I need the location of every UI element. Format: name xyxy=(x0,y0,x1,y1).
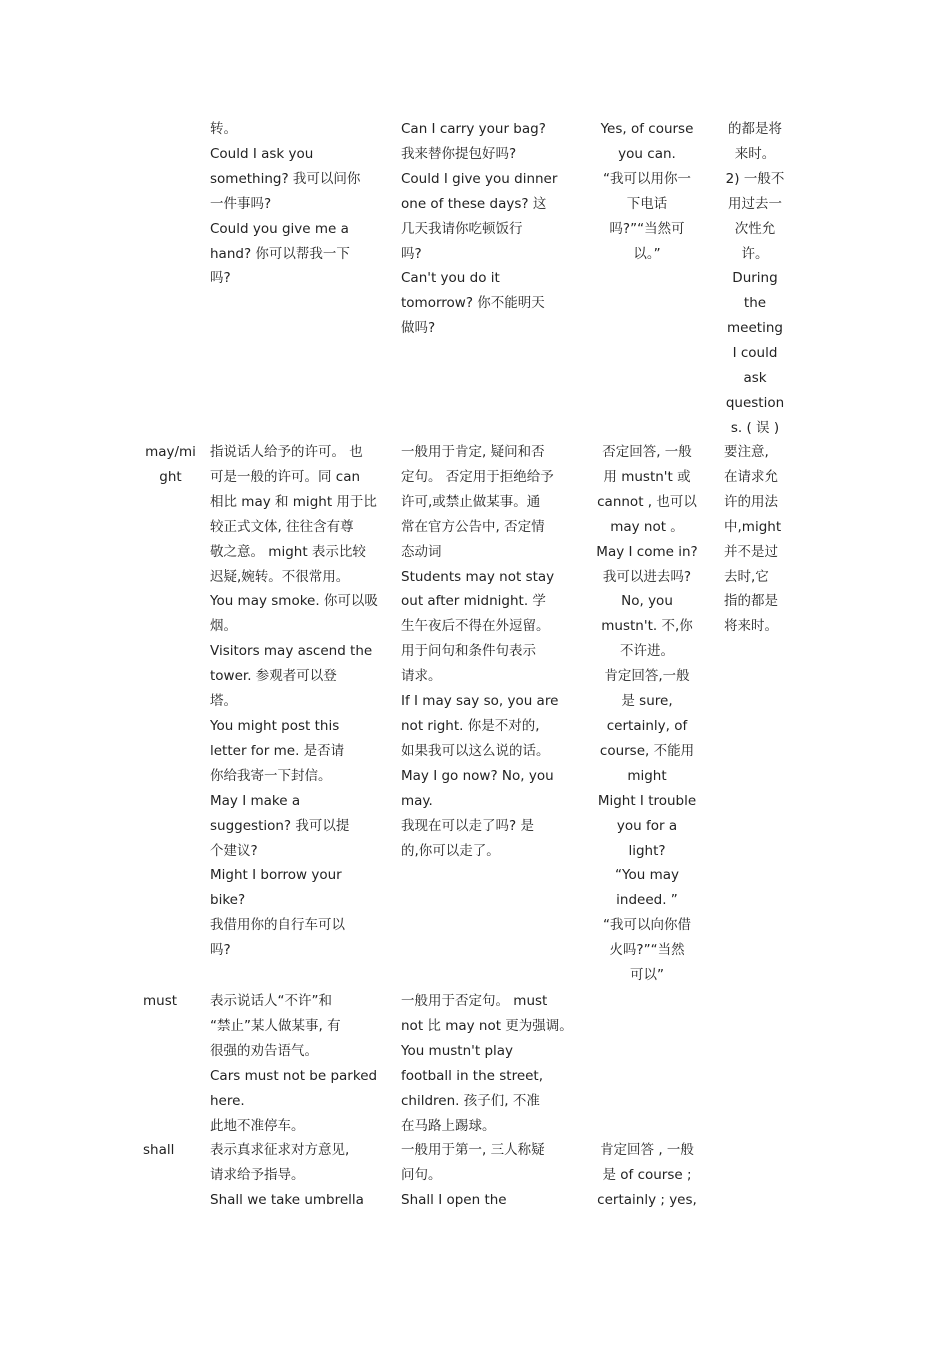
answer-cell xyxy=(591,117,703,266)
cell-line: May I go now? No, you xyxy=(401,767,554,784)
cell-line: certainly ; yes, xyxy=(597,1191,697,1208)
term-cell xyxy=(143,989,198,1014)
cell-line: something? 我可以问你 xyxy=(210,170,361,187)
cell-line: 一般用于第一, 三人称疑 xyxy=(401,1142,545,1158)
cell-line: 常在官方公告中, 否定情 xyxy=(401,518,545,535)
cell-line: 将来时。 xyxy=(724,618,778,635)
cell-line: 吗? xyxy=(210,942,231,959)
usage-cell xyxy=(401,1138,571,1213)
cell-line: 你给我寄一下封信。 xyxy=(210,767,332,784)
cell-line: the xyxy=(743,295,767,312)
cell-line: Could I ask you xyxy=(210,145,314,162)
cell-line: 吗? xyxy=(210,270,231,287)
cell-line: ght xyxy=(159,468,182,485)
cell-line: 许可,或禁止做某事。通 xyxy=(401,493,541,510)
cell-line: “我可以向你借 xyxy=(603,917,691,934)
cell-line: Can I carry your bag? xyxy=(401,121,546,137)
cell-line: 表示真求征求对方意见, xyxy=(210,1142,350,1158)
cell-line: 请求。 xyxy=(401,668,442,685)
cell-line: 做吗? xyxy=(401,320,436,337)
cell-line: 烟。 xyxy=(210,618,237,635)
meaning-cell xyxy=(210,989,382,1138)
cell-line: I could xyxy=(732,345,778,362)
cell-line: 可以” xyxy=(630,967,664,984)
cell-line: 请求给予指导。 xyxy=(210,1166,305,1183)
cell-line: 是 of course ; xyxy=(602,1166,692,1183)
cell-line: s. ( 误 ) xyxy=(730,419,780,436)
term-cell xyxy=(143,1138,198,1163)
cell-line: certainly, of xyxy=(606,717,688,734)
cell-line: 我来替你提包好吗? xyxy=(401,145,517,162)
cell-line: 生午夜后不得在外逗留。 xyxy=(401,618,550,635)
usage-cell xyxy=(401,117,571,341)
cell-line: Could you give me a xyxy=(210,220,349,237)
cell-line: 可是一般的许可。同 can xyxy=(210,468,361,485)
cell-line: You might post this xyxy=(210,717,340,734)
cell-line: 否定回答, 一般 xyxy=(602,444,692,460)
cell-line: 相比 may 和 might 用于比 xyxy=(210,493,377,510)
cell-line: 我可以进去吗? xyxy=(602,568,692,585)
cell-line: Yes, of course xyxy=(600,121,694,137)
cell-line: 中,might xyxy=(724,518,782,535)
cell-line: 如果我可以这么说的话。 xyxy=(401,742,550,759)
cell-line: tower. 参观者可以登 xyxy=(210,668,337,685)
cell-line: 迟疑,婉转。不很常用。 xyxy=(210,568,350,585)
cell-line: 用过去一 xyxy=(728,195,782,212)
cell-line: 个建议? xyxy=(210,842,258,859)
cell-line: 许的用法 xyxy=(724,493,778,510)
cell-line: 我借用你的自行车可以 xyxy=(210,917,345,934)
cell-line: Could I give you dinner xyxy=(401,170,558,187)
cell-line: “You may xyxy=(615,867,679,884)
cell-line: 指的都是 xyxy=(724,593,778,610)
cell-line: Shall I open the xyxy=(401,1191,507,1208)
cell-line: you can. xyxy=(618,145,676,162)
cell-line: 并不是过 xyxy=(724,543,778,560)
cell-line: 塔。 xyxy=(210,693,237,710)
meaning-cell xyxy=(210,440,382,963)
cell-line: “我可以用你一 xyxy=(603,170,691,187)
cell-line: 转。 xyxy=(210,121,237,137)
cell-line: children. 孩子们, 不准 xyxy=(401,1092,540,1109)
cell-line: 下电话 xyxy=(626,195,668,212)
cell-line: 一般用于肯定, 疑问和否 xyxy=(401,444,545,460)
cell-line: 肯定回答 , 一般 xyxy=(600,1142,694,1158)
cell-line: you for a xyxy=(616,817,678,834)
cell-line: here. xyxy=(210,1092,245,1109)
cell-line: shall xyxy=(143,1142,175,1158)
cell-line: 较正式文体, 往往含有尊 xyxy=(210,518,354,535)
cell-line: Shall we take umbrella xyxy=(210,1191,364,1208)
cell-line: question xyxy=(725,394,785,411)
cell-line: bike? xyxy=(210,892,246,909)
cell-line: 不许进。 xyxy=(620,643,674,660)
cell-line: cannot , 也可以 xyxy=(597,493,697,510)
note-cell xyxy=(724,440,786,639)
cell-line: football in the street, xyxy=(401,1067,544,1084)
usage-cell xyxy=(401,440,571,863)
cell-line: 2) 一般不 xyxy=(725,170,785,187)
cell-line: not 比 may not 更为强调。 xyxy=(401,1017,573,1034)
cell-line: letter for me. 是否请 xyxy=(210,742,345,759)
cell-line: 用 mustn't 或 xyxy=(603,468,691,485)
cell-line: hand? 你可以帮我一下 xyxy=(210,245,350,262)
answer-cell xyxy=(591,440,703,988)
cell-line: may/mi xyxy=(145,444,196,460)
cell-line: 一件事吗? xyxy=(210,195,272,212)
cell-line: may not 。 xyxy=(610,518,684,535)
cell-line: light? xyxy=(628,842,666,859)
usage-cell xyxy=(401,989,571,1138)
cell-line: 态动词 xyxy=(401,543,442,560)
cell-line: ask xyxy=(743,370,767,387)
cell-line: 敬之意。 might 表示比较 xyxy=(210,543,366,560)
cell-line: 几天我请你吃顿饭行 xyxy=(401,220,523,237)
cell-line: one of these days? 这 xyxy=(401,195,547,212)
cell-line: 火吗?”“当然 xyxy=(609,942,685,959)
cell-line: not right. 你是不对的, xyxy=(401,717,540,734)
answer-cell xyxy=(591,1138,703,1213)
cell-line: 是 sure, xyxy=(621,693,673,710)
cell-line: 很强的劝告语气。 xyxy=(210,1042,318,1059)
cell-line: 在马路上踢球。 xyxy=(401,1117,496,1134)
cell-line: course, 不能用 xyxy=(599,742,695,759)
cell-line: May I come in? xyxy=(596,543,698,560)
cell-line: 要注意, xyxy=(724,444,769,460)
cell-line: 许。 xyxy=(741,245,769,262)
cell-line: tomorrow? 你不能明天 xyxy=(401,295,545,312)
cell-line: Might I borrow your xyxy=(210,867,342,884)
cell-line: suggestion? 我可以提 xyxy=(210,817,350,834)
cell-line: Students may not stay xyxy=(401,568,555,585)
meaning-cell xyxy=(210,1138,382,1213)
cell-line: 指说话人给予的许可。 也 xyxy=(210,444,363,460)
cell-line: mustn't. 不,你 xyxy=(601,618,693,635)
cell-line: “禁止”某人做某事, 有 xyxy=(210,1017,341,1034)
cell-line: If I may say so, you are xyxy=(401,693,559,710)
cell-line: might xyxy=(627,767,667,784)
cell-line: 的,你可以走了。 xyxy=(401,842,500,859)
cell-line: Can't you do it xyxy=(401,270,500,287)
cell-line: Cars must not be parked xyxy=(210,1067,378,1084)
cell-line: 用于问句和条件句表示 xyxy=(401,643,536,660)
term-cell xyxy=(143,440,198,490)
cell-line: 的都是将 xyxy=(728,121,782,137)
cell-line: out after midnight. 学 xyxy=(401,593,546,610)
cell-line: Visitors may ascend the xyxy=(210,643,373,660)
cell-line: 以。” xyxy=(633,245,661,262)
cell-line: 吗? xyxy=(401,245,422,262)
cell-line: indeed. ” xyxy=(616,892,678,909)
cell-line: 吗?”“当然可 xyxy=(609,220,685,237)
cell-line: 定句。 否定用于拒绝给予 xyxy=(401,468,554,485)
cell-line: must xyxy=(143,993,178,1009)
cell-line: 问句。 xyxy=(401,1166,442,1183)
cell-line: Might I trouble xyxy=(597,792,697,809)
note-cell xyxy=(724,117,786,441)
cell-line: meeting xyxy=(727,320,783,337)
cell-line: 我现在可以走了吗? 是 xyxy=(401,817,534,834)
cell-line: may. xyxy=(401,792,433,809)
cell-line: 在请求允 xyxy=(724,468,778,485)
cell-line: No, you xyxy=(621,593,673,610)
cell-line: 肯定回答,一般 xyxy=(604,668,690,685)
cell-line: You may smoke. 你可以吸 xyxy=(210,593,378,610)
cell-line: May I make a xyxy=(210,792,301,809)
cell-line: 此地不准停车。 xyxy=(210,1117,305,1134)
meaning-cell xyxy=(210,117,382,291)
cell-line: 去时,它 xyxy=(724,568,769,585)
cell-line: 表示说话人“不许”和 xyxy=(210,993,332,1009)
cell-line: 次性允 xyxy=(734,220,776,237)
cell-line: 一般用于否定句。 must xyxy=(401,993,548,1009)
cell-line: You mustn't play xyxy=(401,1042,514,1059)
cell-line: 来时。 xyxy=(734,145,776,162)
cell-line: During xyxy=(732,270,778,287)
